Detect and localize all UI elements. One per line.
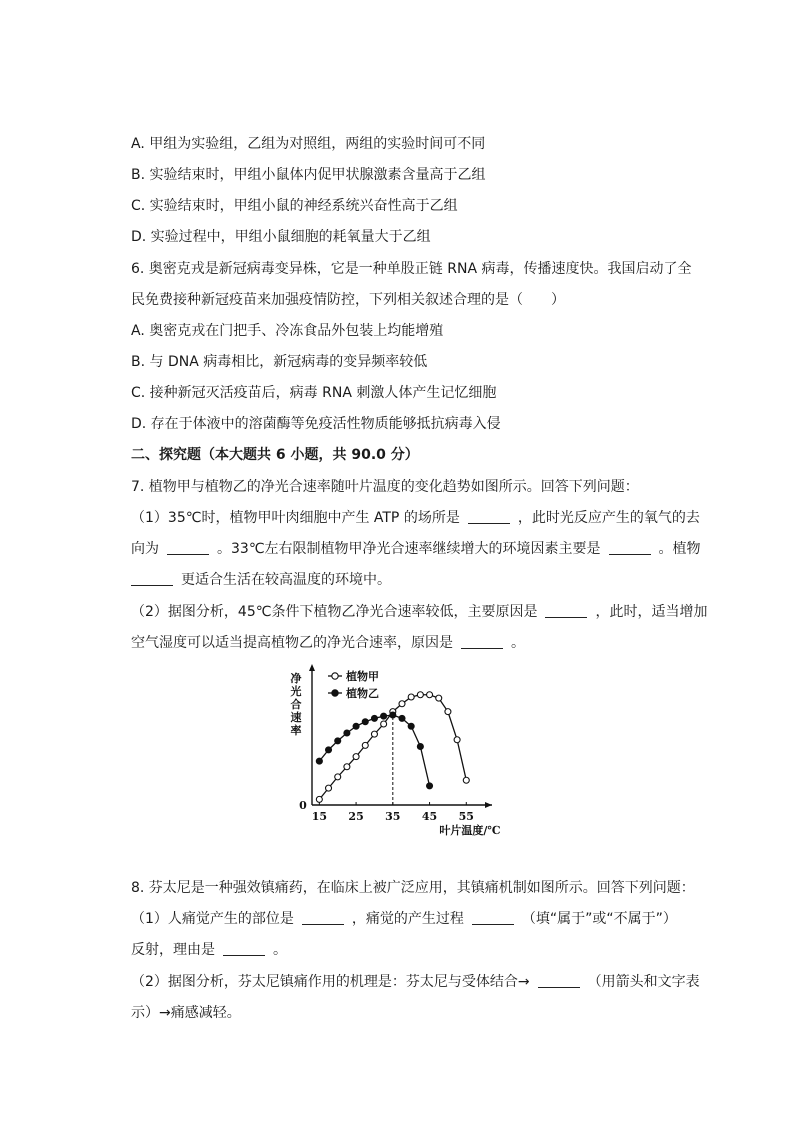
data-point-1 — [445, 709, 451, 715]
q5-option-b: B. 实验结束时，甲组小鼠体内促甲状腺激素含量高于乙组 — [131, 167, 486, 183]
q5-option-c: C. 实验结束时，甲组小鼠的神经系统兴奋性高于乙组 — [131, 198, 458, 214]
y-axis-arrow — [309, 664, 315, 671]
data-point-1 — [427, 692, 433, 698]
answer-blank[interactable] — [167, 540, 209, 555]
data-point-1 — [353, 754, 359, 760]
data-point-2 — [362, 719, 368, 725]
origin-label: 0 — [299, 799, 307, 812]
data-point-2 — [326, 747, 332, 753]
q6-stem-line2: 民免费接种新冠疫苗来加强疫情防控，下列相关叙述合理的是（ ） — [131, 292, 565, 308]
answer-blank[interactable] — [131, 571, 173, 586]
data-point-1 — [326, 785, 332, 791]
q8-part1-line1 — [131, 909, 677, 929]
answer-blank[interactable] — [472, 910, 514, 925]
answer-blank[interactable] — [545, 603, 587, 618]
q8-p1-text-b: ，痛觉的产生过程 — [351, 911, 464, 927]
answer-blank[interactable] — [538, 973, 580, 988]
x-tick-label: 15 — [311, 810, 328, 823]
legend-marker — [332, 673, 338, 679]
x-tick-label: 55 — [458, 810, 474, 823]
data-point-1 — [399, 701, 405, 707]
q5-option-a: A. 甲组为实验组，乙组为对照组，两组的实验时间可不同 — [131, 136, 486, 152]
legend-label: 植物甲 — [346, 670, 379, 683]
q6-option-a: A. 奥密克戎在门把手、冷冻食品外包装上均能增殖 — [131, 323, 444, 339]
y-axis-label-char: 净 — [290, 672, 302, 685]
data-point-2 — [381, 713, 387, 719]
q8-part2-line1 — [131, 972, 700, 992]
data-point-2 — [316, 758, 322, 764]
answer-blank[interactable] — [609, 540, 651, 555]
data-point-2 — [427, 783, 433, 789]
data-point-1 — [408, 694, 414, 700]
q8-p1-text-c: （填“属于”或“不属于”） — [521, 911, 677, 927]
chart-axes — [309, 664, 492, 808]
y-axis-label-char: 合 — [290, 698, 302, 711]
q5-option-d: D. 实验过程中，甲组小鼠细胞的耗氧量大于乙组 — [131, 229, 431, 245]
data-point-2 — [408, 723, 414, 729]
net-photosynthesis-chart — [282, 660, 512, 840]
q8-p2-text-b: （用箭头和文字表 — [587, 974, 700, 990]
q6-stem-line1: 6. 奥密克戎是新冠病毒变异株，它是一种单股正链 RNA 病毒，传播速度快。我国启动了全 — [131, 261, 692, 277]
q7-p1-text-e: 。植物 — [658, 541, 701, 557]
q7-p1-text-a: （1）35℃时，植物甲叶肉细胞中产生 ATP 的场所是 — [131, 510, 460, 526]
data-point-1 — [362, 742, 368, 748]
q7-p1-text-b: ，此时光反应产生的氧气的去 — [517, 510, 700, 526]
data-point-1 — [417, 692, 423, 698]
q6-option-c: C. 接种新冠灭活疫苗后，病毒 RNA 刺激人体产生记忆细胞 — [131, 385, 497, 401]
answer-blank[interactable] — [461, 634, 503, 649]
y-axis-label-char: 速 — [290, 711, 302, 724]
q7-part1-line2 — [131, 539, 701, 559]
answer-blank[interactable] — [223, 941, 265, 956]
answer-blank[interactable] — [468, 509, 510, 524]
data-point-2 — [390, 712, 396, 718]
data-point-2 — [417, 744, 423, 750]
section-title: 二、探究题（本大题共 6 小题，共 90.0 分） — [131, 447, 419, 463]
data-point-2 — [353, 723, 359, 729]
q7-p1-text-c: 向为 — [131, 541, 159, 557]
q7-p1-text-d: 。33℃左右限制植物甲净光合速率继续增大的环境因素主要是 — [217, 541, 601, 557]
data-point-1 — [316, 796, 322, 802]
data-point-1 — [463, 777, 469, 783]
q7-p2-text-a: （2）据图分析，45℃条件下植物乙净光合速率较低，主要原因是 — [131, 604, 538, 620]
data-point-1 — [335, 774, 341, 780]
q8-p2-text-a: （2）据图分析，芬太尼镇痛作用的机理是：芬太尼与受体结合→ — [131, 974, 530, 990]
q6-option-b: B. 与 DNA 病毒相比，新冠病毒的变异频率较低 — [131, 354, 428, 370]
y-axis-label-char: 光 — [290, 685, 302, 698]
x-tick-label: 45 — [421, 810, 438, 823]
data-point-1 — [344, 764, 350, 770]
q8-p1-text-e: 。 — [273, 942, 287, 958]
data-point-2 — [335, 738, 341, 744]
data-point-2 — [399, 715, 405, 721]
x-tick-label: 35 — [385, 810, 401, 823]
q7-part2-line1 — [131, 602, 707, 622]
chart-labels — [291, 669, 501, 837]
q7-p2-text-c: 空气湿度可以适当提高植物乙的净光合速率，原因是 — [131, 635, 453, 651]
q7-part2-line2 — [131, 633, 525, 653]
data-point-1 — [371, 731, 377, 737]
legend-label: 植物乙 — [346, 687, 379, 700]
x-tick-label: 25 — [348, 810, 364, 823]
q8-p1-text-d: 反射，理由是 — [131, 942, 215, 958]
x-axis-label: 叶片温度/℃ — [439, 824, 501, 837]
q7-p2-text-d: 。 — [511, 635, 525, 651]
x-axis-arrow — [485, 802, 492, 808]
data-point-1 — [381, 721, 387, 727]
q8-part2-line2: 示）→痛感减轻。 — [131, 1005, 241, 1021]
legend-marker — [332, 690, 338, 696]
q7-part1-line3 — [131, 570, 391, 590]
data-point-2 — [371, 715, 377, 721]
q8-part1-line2 — [131, 940, 287, 960]
q7-p2-text-b: ，此时，适当增加 — [595, 604, 708, 620]
q6-option-d: D. 存在于体液中的溶菌酶等免疫活性物质能够抵抗病毒入侵 — [131, 416, 501, 432]
y-axis-label-char: 率 — [290, 724, 302, 737]
q8-p1-text-a: （1）人痛觉产生的部位是 — [131, 911, 294, 927]
data-point-1 — [436, 695, 442, 701]
data-point-2 — [344, 730, 350, 736]
q7-stem: 7. 植物甲与植物乙的净光合速率随叶片温度的变化趋势如图所示。回答下列问题： — [131, 479, 639, 495]
q7-p1-text-f: 更适合生活在较高温度的环境中。 — [181, 572, 391, 588]
q8-stem: 8. 芬太尼是一种强效镇痛药，在临床上被广泛应用，其镇痛机制如图所示。回答下列问题： — [131, 880, 695, 896]
answer-blank[interactable] — [302, 910, 344, 925]
data-point-1 — [454, 737, 460, 743]
q7-part1-line1 — [131, 508, 700, 528]
